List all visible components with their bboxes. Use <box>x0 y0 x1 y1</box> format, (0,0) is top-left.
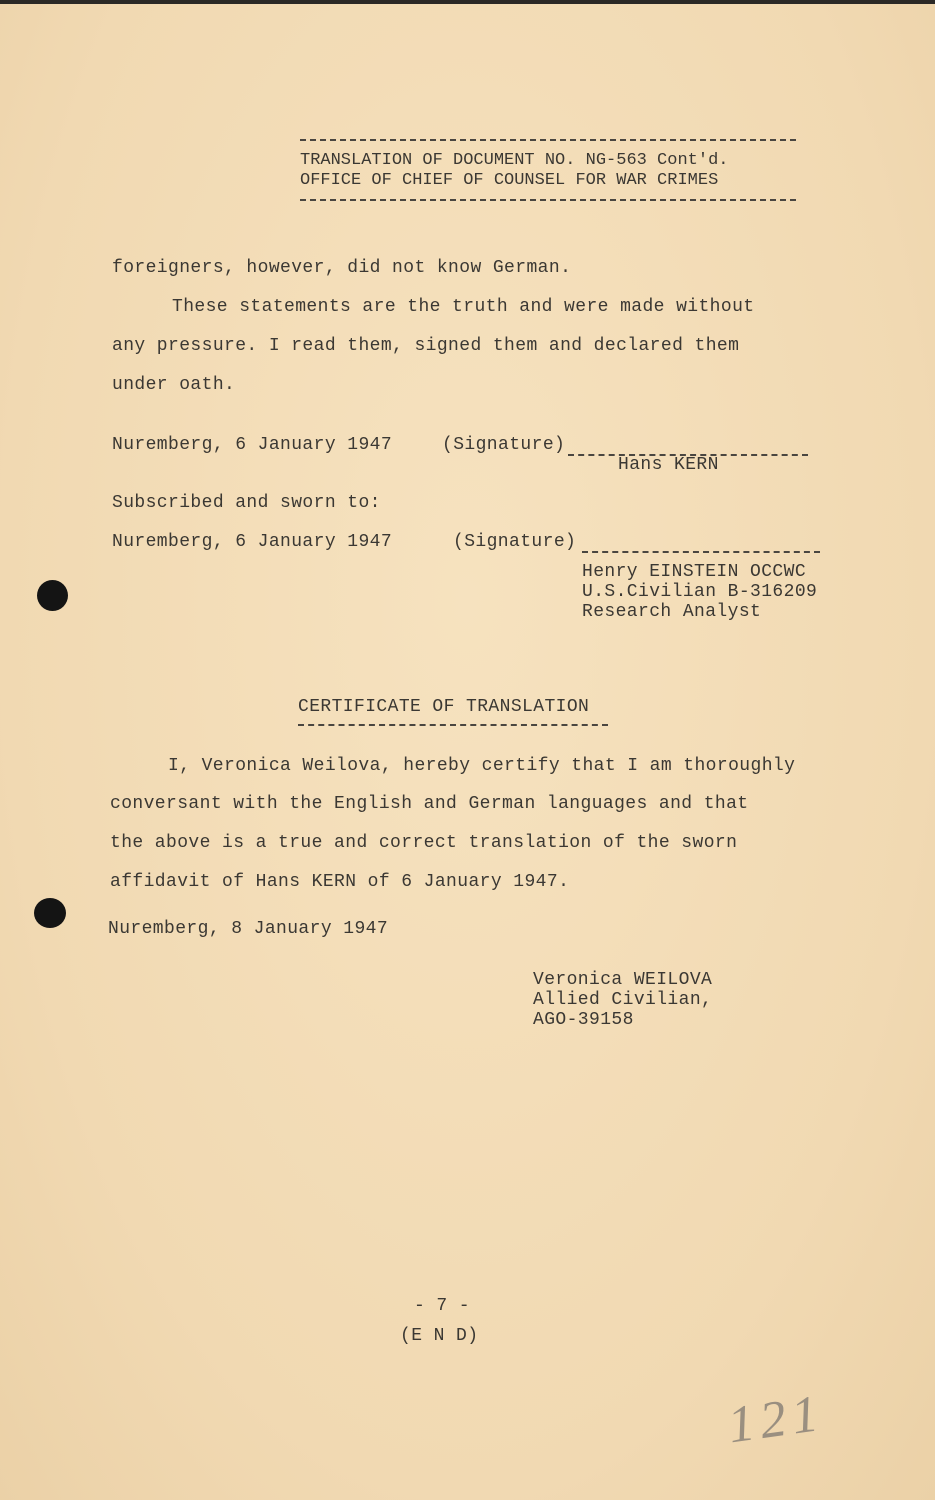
translator-role: Allied Civilian, <box>533 990 713 1010</box>
header-rule-top <box>300 139 796 141</box>
certificate-place-date: Nuremberg, 8 January 1947 <box>108 919 389 939</box>
translator-id: AGO-39158 <box>533 1010 634 1030</box>
sworn-label: Subscribed and sworn to: <box>112 493 381 513</box>
punch-hole-upper <box>37 580 68 611</box>
body-line-4: under oath. <box>112 375 236 395</box>
body-line-3: any pressure. I read them, signed them and declared them <box>112 336 740 356</box>
header-rule-bottom <box>300 199 796 201</box>
header-line-1: TRANSLATION OF DOCUMENT NO. NG-563 Cont'd. <box>300 151 729 170</box>
certificate-line-1: I, Veronica Weilova, hereby certify that I am thoroughly <box>168 756 796 776</box>
certificate-line-4: affidavit of Hans KERN of 6 January 1947. <box>110 872 570 892</box>
header-line-2: OFFICE OF CHIEF OF COUNSEL FOR WAR CRIMES <box>300 171 719 190</box>
certificate-line-3: the above is a true and correct translation of the sworn <box>110 833 738 853</box>
sworn-place-date: Nuremberg, 6 January 1947 <box>112 532 393 552</box>
end-marker: (E N D) <box>400 1326 479 1346</box>
page-number: - 7 - <box>414 1296 471 1316</box>
signature-2-label: (Signature) <box>453 532 577 552</box>
certificate-line-2: conversant with the English and German languages and that <box>110 794 749 814</box>
signature-2-title: Research Analyst <box>582 602 762 622</box>
archive-number-handwritten: 121 <box>724 1384 828 1455</box>
signature-1-place-date: Nuremberg, 6 January 1947 <box>112 435 393 455</box>
body-line-1: foreigners, however, did not know German. <box>112 258 572 278</box>
scan-edge <box>0 0 935 4</box>
punch-hole-lower <box>34 898 66 928</box>
certificate-heading: CERTIFICATE OF TRANSLATION <box>298 697 590 717</box>
signature-2-name: Henry EINSTEIN OCCWC <box>582 562 807 582</box>
body-line-2: These statements are the truth and were made without <box>172 297 755 317</box>
certificate-heading-underline <box>298 724 608 726</box>
translator-name: Veronica WEILOVA <box>533 970 713 990</box>
signature-2-line <box>582 551 820 553</box>
signature-2-id: U.S.Civilian B-316209 <box>582 582 818 602</box>
signature-1-name: Hans KERN <box>618 455 719 475</box>
signature-1-label: (Signature) <box>442 435 566 455</box>
